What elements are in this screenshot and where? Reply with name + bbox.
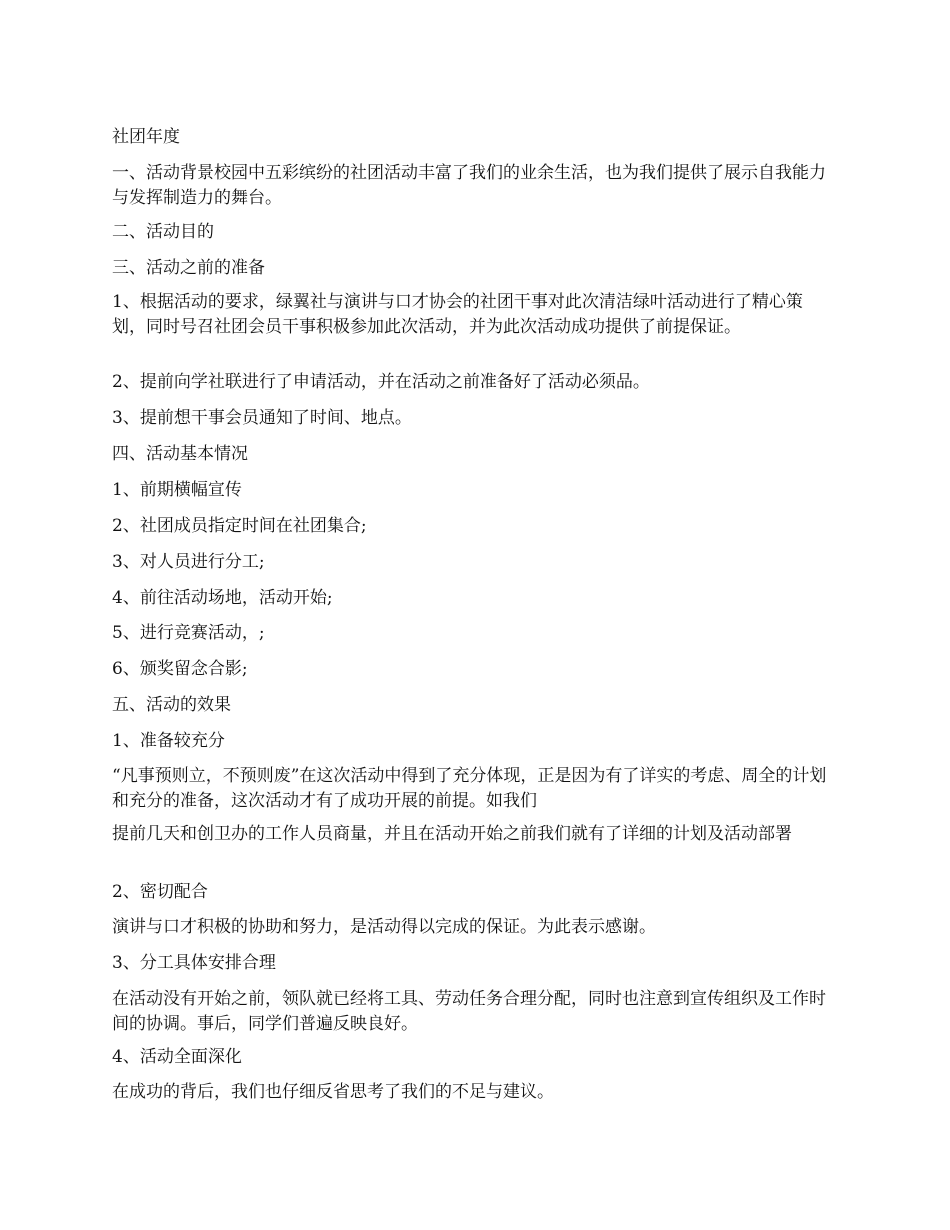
list-item-4: 4、前往活动场地，活动开始; — [112, 588, 333, 608]
heading-effect: 五、活动的效果 — [112, 695, 231, 715]
heading-preparation: 三、活动之前的准备 — [112, 258, 265, 278]
paragraph-plan: 提前几天和创卫办的工作人员商量，并且在活动开始之前我们就有了详细的计划及活动部署 — [112, 824, 792, 844]
paragraph-prep-2: 2、提前向学社联进行了申请活动，并在活动之前准备好了活动必须品。 — [112, 372, 650, 392]
subheading-division: 3、分工具体安排合理 — [112, 953, 276, 973]
list-item-1: 1、前期横幅宣传 — [112, 480, 242, 500]
paragraph-background: 一、活动背景校园中五彩缤纷的社团活动丰富了我们的业余生活，也为我们提供了展示自我能力与发挥制造力的舞台。 — [112, 163, 826, 208]
list-item-6: 6、颁奖留念合影; — [112, 659, 248, 679]
list-item-5: 5、进行竞赛活动，; — [112, 623, 265, 643]
heading-purpose: 二、活动目的 — [112, 222, 214, 242]
subheading-deepen: 4、活动全面深化 — [112, 1047, 242, 1067]
paragraph-quote: “凡事预则立，不预则废”在这次活动中得到了充分体现，正是因为有了详实的考虑、周全的计划和充分的准备，这次活动才有了成功开展的前提。如我们 — [112, 766, 827, 811]
list-item-3: 3、对人员进行分工; — [112, 552, 265, 572]
subheading-preparation: 1、准备较充分 — [112, 731, 225, 751]
list-item-2: 2、社团成员指定时间在社团集合; — [112, 516, 367, 536]
paragraph-division: 在活动没有开始之前，领队就已经将工具、劳动任务合理分配，同时也注意到宣传组织及工作时间的协调。事后，同学们普遍反映良好。 — [112, 989, 826, 1034]
heading-basic-situation: 四、活动基本情况 — [112, 444, 248, 464]
paragraph-thanks: 演讲与口才积极的协助和努力，是活动得以完成的保证。为此表示感谢。 — [112, 917, 656, 937]
paragraph-reflection: 在成功的背后，我们也仔细反省思考了我们的不足与建议。 — [112, 1082, 554, 1102]
paragraph-prep-1: 1、根据活动的要求，绿翼社与演讲与口才协会的社团干事对此次清洁绿叶活动进行了精心策划，同时号召社团会员干事积极参加此次活动，并为此次活动成功提供了前提保证。 — [112, 292, 803, 337]
paragraph-prep-3: 3、提前想干事会员通知了时间、地点。 — [112, 408, 412, 428]
doc-title: 社团年度 — [112, 127, 180, 147]
subheading-cooperation: 2、密切配合 — [112, 882, 208, 902]
